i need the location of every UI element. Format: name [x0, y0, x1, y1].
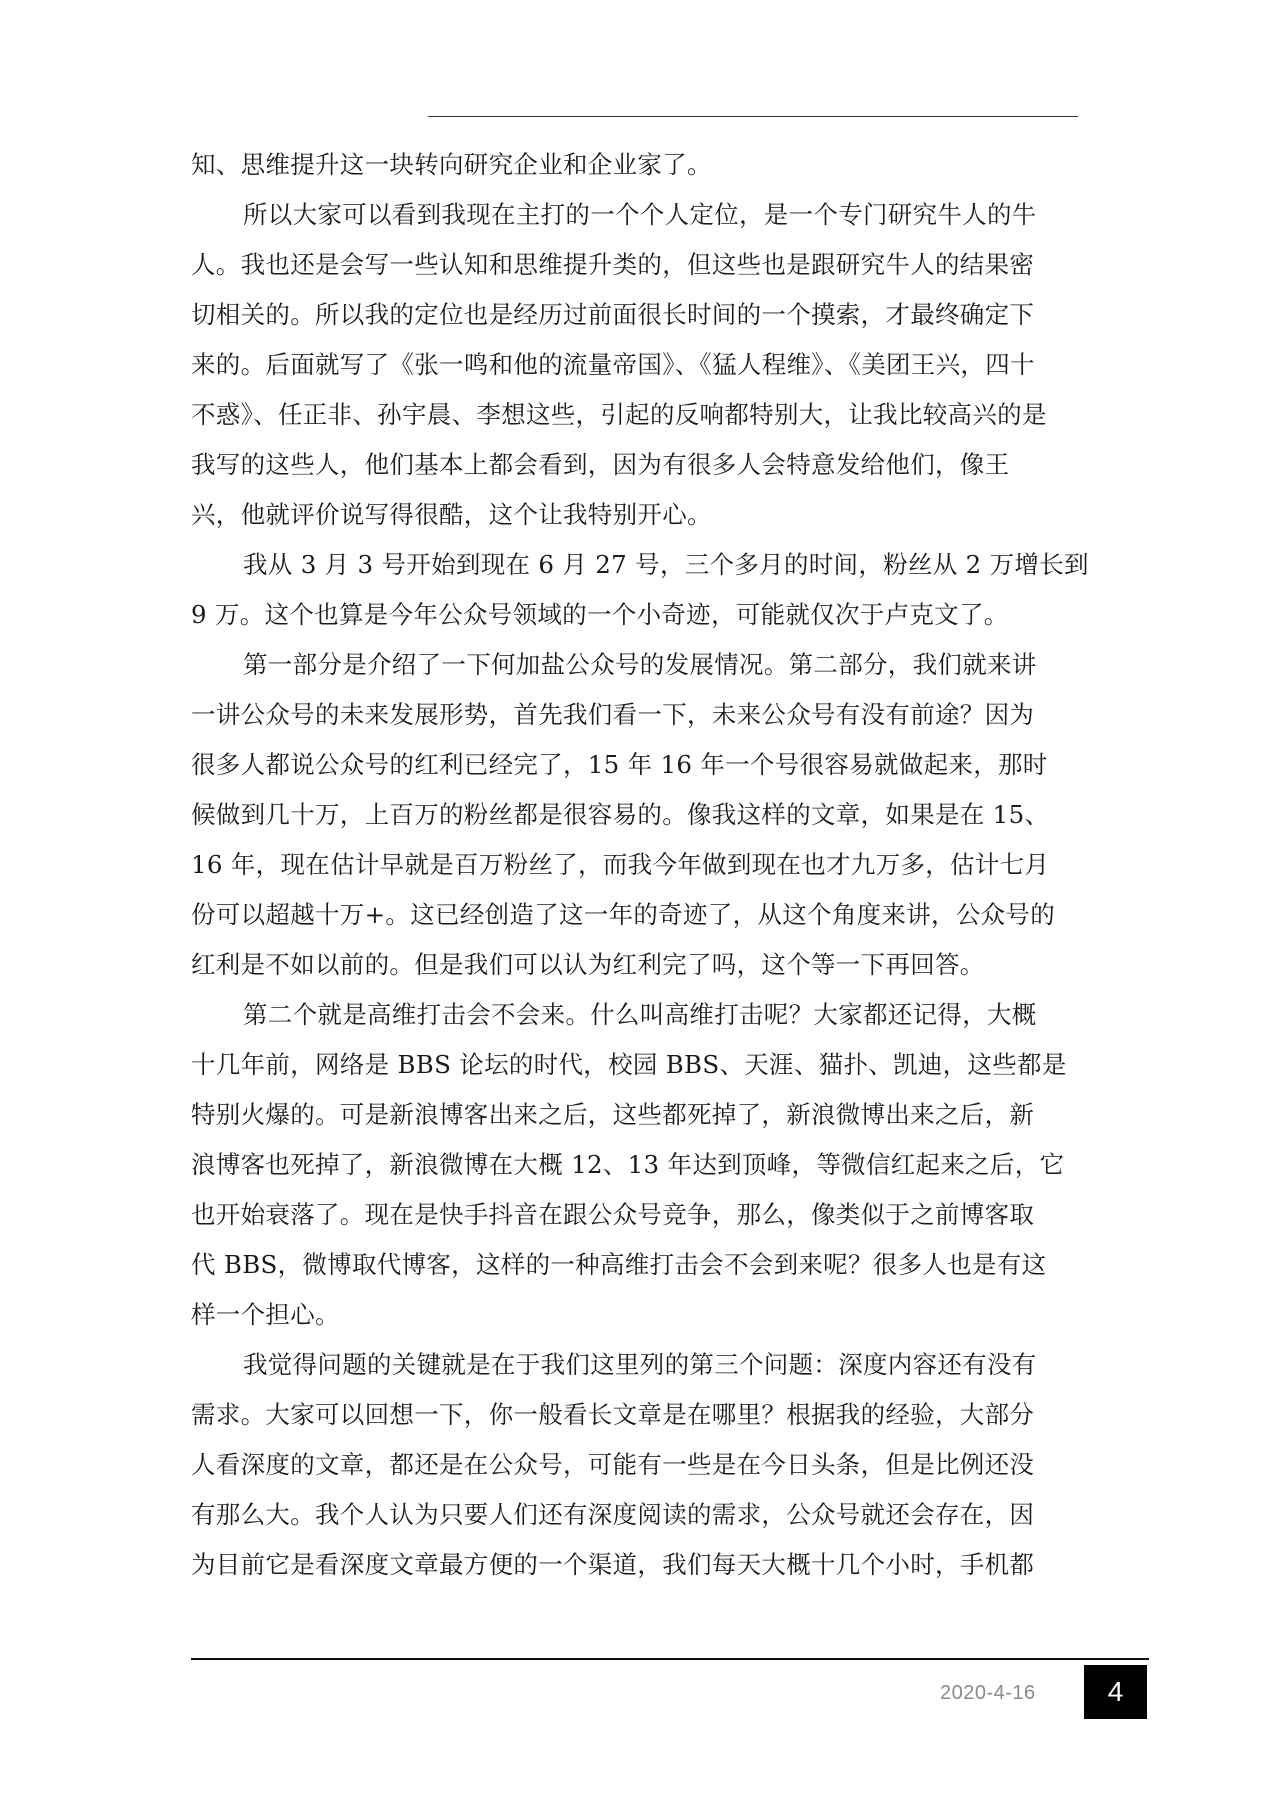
text-line: 第二个就是高维打击会不会来。什么叫高维打击呢？大家都还记得，大概 [243, 1000, 1037, 1029]
text-line: 人看深度的文章，都还是在公众号，可能有一些是在今日头条，但是比例还没 [191, 1450, 1035, 1479]
text-line: 第一部分是介绍了一下何加盐公众号的发展情况。第二部分，我们就来讲 [243, 650, 1037, 679]
text-line: 不惑》、任正非、孙宇晨、李想这些，引起的反响都特别大，让我比较高兴的是 [191, 400, 1047, 429]
text-line: 切相关的。所以我的定位也是经历过前面很长时间的一个摸索，才最终确定下 [191, 300, 1035, 329]
text-line: 代 BBS，微博取代博客，这样的一种高维打击会不会到来呢？很多人也是有这 [191, 1250, 1047, 1279]
text-line: 候做到几十万，上百万的粉丝都是很容易的。像我这样的文章，如果是在 15、 [191, 800, 1050, 829]
text-line: 有那么大。我个人认为只要人们还有深度阅读的需求，公众号就还会存在，因 [191, 1500, 1035, 1529]
text-line: 我写的这些人，他们基本上都会看到，因为有很多人会特意发给他们，像王 [191, 450, 1010, 479]
text-line: 9 万。这个也算是今年公众号领域的一个小奇迹，可能就仅次于卢克文了。 [191, 600, 1009, 629]
text-line: 来的。后面就写了《张一鸣和他的流量帝国》、《猛人程维》、《美团王兴，四十 [191, 350, 1035, 379]
text-line: 兴，他就评价说写得很酷，这个让我特别开心。 [191, 500, 712, 529]
footer-date: 2020-4-16 [940, 1682, 1036, 1704]
text-line: 特别火爆的。可是新浪博客出来之后，这些都死掉了，新浪微博出来之后，新 [191, 1100, 1035, 1129]
text-line: 红利是不如以前的。但是我们可以认为红利完了吗，这个等一下再回答。 [191, 950, 985, 979]
text-line: 为目前它是看深度文章最方便的一个渠道，我们每天大概十几个小时，手机都 [191, 1550, 1035, 1579]
header-rule [428, 116, 1078, 117]
text-line: 人。我也还是会写一些认知和思维提升类的，但这些也是跟研究牛人的结果密 [191, 250, 1035, 279]
text-line: 份可以超越十万+。这已经创造了这一年的奇迹了，从这个角度来讲，公众号的 [191, 900, 1056, 929]
text-line: 也开始衰落了。现在是快手抖音在跟公众号竞争，那么，像类似于之前博客取 [191, 1200, 1035, 1229]
page-number: 4 [1084, 1665, 1147, 1719]
text-line: 所以大家可以看到我现在主打的一个个人定位，是一个专门研究牛人的牛 [243, 200, 1037, 229]
footer-rule [191, 1658, 1149, 1660]
text-line: 浪博客也死掉了，新浪微博在大概 12、13 年达到顶峰，等微信红起来之后，它 [191, 1150, 1065, 1179]
text-line: 一讲公众号的未来发展形势，首先我们看一下，未来公众号有没有前途？因为 [191, 700, 1035, 729]
text-line: 需求。大家可以回想一下，你一般看长文章是在哪里？根据我的经验，大部分 [191, 1400, 1035, 1429]
text-line: 我从 3 月 3 号开始到现在 6 月 27 号，三个多月的时间，粉丝从 2 万增长到 [243, 550, 1089, 579]
text-line: 很多人都说公众号的红利已经完了，15 年 16 年一个号很容易就做起来，那时 [191, 750, 1048, 779]
text-line: 16 年，现在估计早就是百万粉丝了，而我今年做到现在也才九万多，估计七月 [191, 850, 1050, 879]
text-line: 知、思维提升这一块转向研究企业和企业家了。 [191, 150, 712, 179]
document-body [191, 140, 1089, 1590]
text-line: 我觉得问题的关键就是在于我们这里列的第三个问题：深度内容还有没有 [243, 1350, 1037, 1379]
text-line: 十几年前，网络是 BBS 论坛的时代，校园 BBS、天涯、猫扑、凯迪，这些都是 [191, 1050, 1067, 1079]
text-line: 样一个担心。 [191, 1300, 340, 1329]
